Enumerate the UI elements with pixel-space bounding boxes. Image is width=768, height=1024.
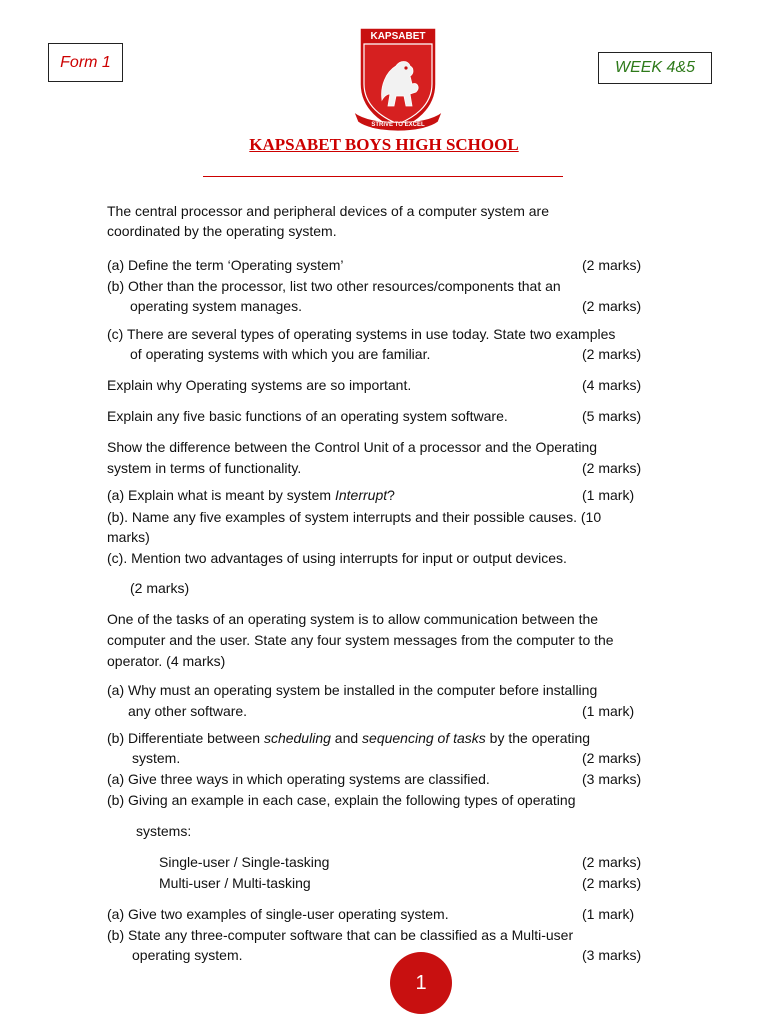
marks-label: (2 marks) bbox=[582, 298, 642, 314]
school-title: KAPSABET BOYS HIGH SCHOOL bbox=[249, 135, 519, 154]
form-label: Form 1 bbox=[60, 53, 111, 71]
text-line: marks) bbox=[107, 529, 150, 545]
marks-label: (3 marks) bbox=[582, 947, 642, 963]
week-label: WEEK 4&5 bbox=[614, 59, 696, 76]
text-line: operating system. bbox=[132, 947, 243, 963]
crest-motto: STRIVE TO EXCEL bbox=[371, 122, 425, 128]
text-line: computer and the user. State any four system messages from the computer to the bbox=[107, 632, 614, 648]
text-line: Explain why Operating systems are so important. bbox=[107, 377, 412, 393]
text-line: (b) Giving an example in each case, explain the following types of operating bbox=[107, 792, 576, 808]
text-line: operating system manages. bbox=[130, 298, 302, 314]
text-line: (c) There are several types of operating systems in use today. State two examples bbox=[107, 326, 616, 342]
text-line: system in terms of functionality. bbox=[107, 460, 302, 476]
text-line: Show the difference between the Control Unit of a processor and the Operating bbox=[107, 439, 598, 455]
page-number-badge bbox=[390, 952, 452, 1014]
page-number: 1 bbox=[415, 971, 427, 994]
text-line: (2 marks) bbox=[130, 580, 190, 596]
form-label-box bbox=[48, 43, 123, 82]
text-line: of operating systems with which you are familiar. bbox=[130, 346, 431, 362]
text-line: system. bbox=[132, 750, 181, 766]
school-crest-logo bbox=[352, 22, 444, 134]
text-line: coordinated by the operating system. bbox=[107, 223, 337, 239]
marks-label: (3 marks) bbox=[582, 771, 642, 787]
marks-label: (5 marks) bbox=[582, 408, 642, 424]
marks-label: (4 marks) bbox=[582, 377, 642, 393]
text-line: One of the tasks of an operating system is to allow communication between the bbox=[107, 611, 599, 627]
crest-name: KAPSABET bbox=[370, 31, 426, 42]
week-label-box bbox=[598, 52, 712, 84]
text-line: The central processor and peripheral devices of a computer system are bbox=[107, 203, 549, 219]
text-line: Single-user / Single-tasking bbox=[159, 854, 330, 870]
marks-label: (2 marks) bbox=[582, 346, 642, 362]
text-line: (b). Name any five examples of system interrupts and their possible causes. (10 bbox=[107, 509, 602, 525]
marks-label: (1 mark) bbox=[582, 703, 635, 719]
text-line: operator. (4 marks) bbox=[107, 653, 226, 669]
marks-label: (2 marks) bbox=[582, 750, 642, 766]
text-line: (a) Why must an operating system be installed in the computer before installing bbox=[107, 682, 598, 698]
text-line: (b) Differentiate between scheduling and sequencing of tasks by the operating bbox=[107, 730, 591, 746]
marks-label: (1 mark) bbox=[582, 906, 635, 922]
text-line: (b) State any three-computer software that can be classified as a Multi-user bbox=[107, 927, 574, 943]
text-line: (c). Mention two advantages of using interrupts for input or output devices. bbox=[107, 550, 567, 566]
marks-label: (2 marks) bbox=[582, 875, 642, 891]
text-line: Explain any five basic functions of an operating system software. bbox=[107, 408, 508, 424]
text-line: any other software. bbox=[128, 703, 248, 719]
text-line: (a) Give two examples of single-user operating system. bbox=[107, 906, 449, 922]
text-line: (a) Define the term ‘Operating system’ bbox=[107, 257, 344, 273]
text-line: Multi-user / Multi-tasking bbox=[159, 875, 311, 891]
title-divider bbox=[203, 176, 563, 177]
marks-label: (2 marks) bbox=[582, 854, 642, 870]
text-line: (a) Give three ways in which operating systems are classified. bbox=[107, 771, 490, 787]
text-line: (a) Explain what is meant by system Interrupt? bbox=[107, 487, 395, 503]
text-line: (b) Other than the processor, list two other resources/components that an bbox=[107, 278, 561, 294]
text-line: systems: bbox=[136, 823, 192, 839]
marks-label: (2 marks) bbox=[582, 257, 642, 273]
marks-label: (1 mark) bbox=[582, 487, 635, 503]
marks-label: (2 marks) bbox=[582, 460, 642, 476]
